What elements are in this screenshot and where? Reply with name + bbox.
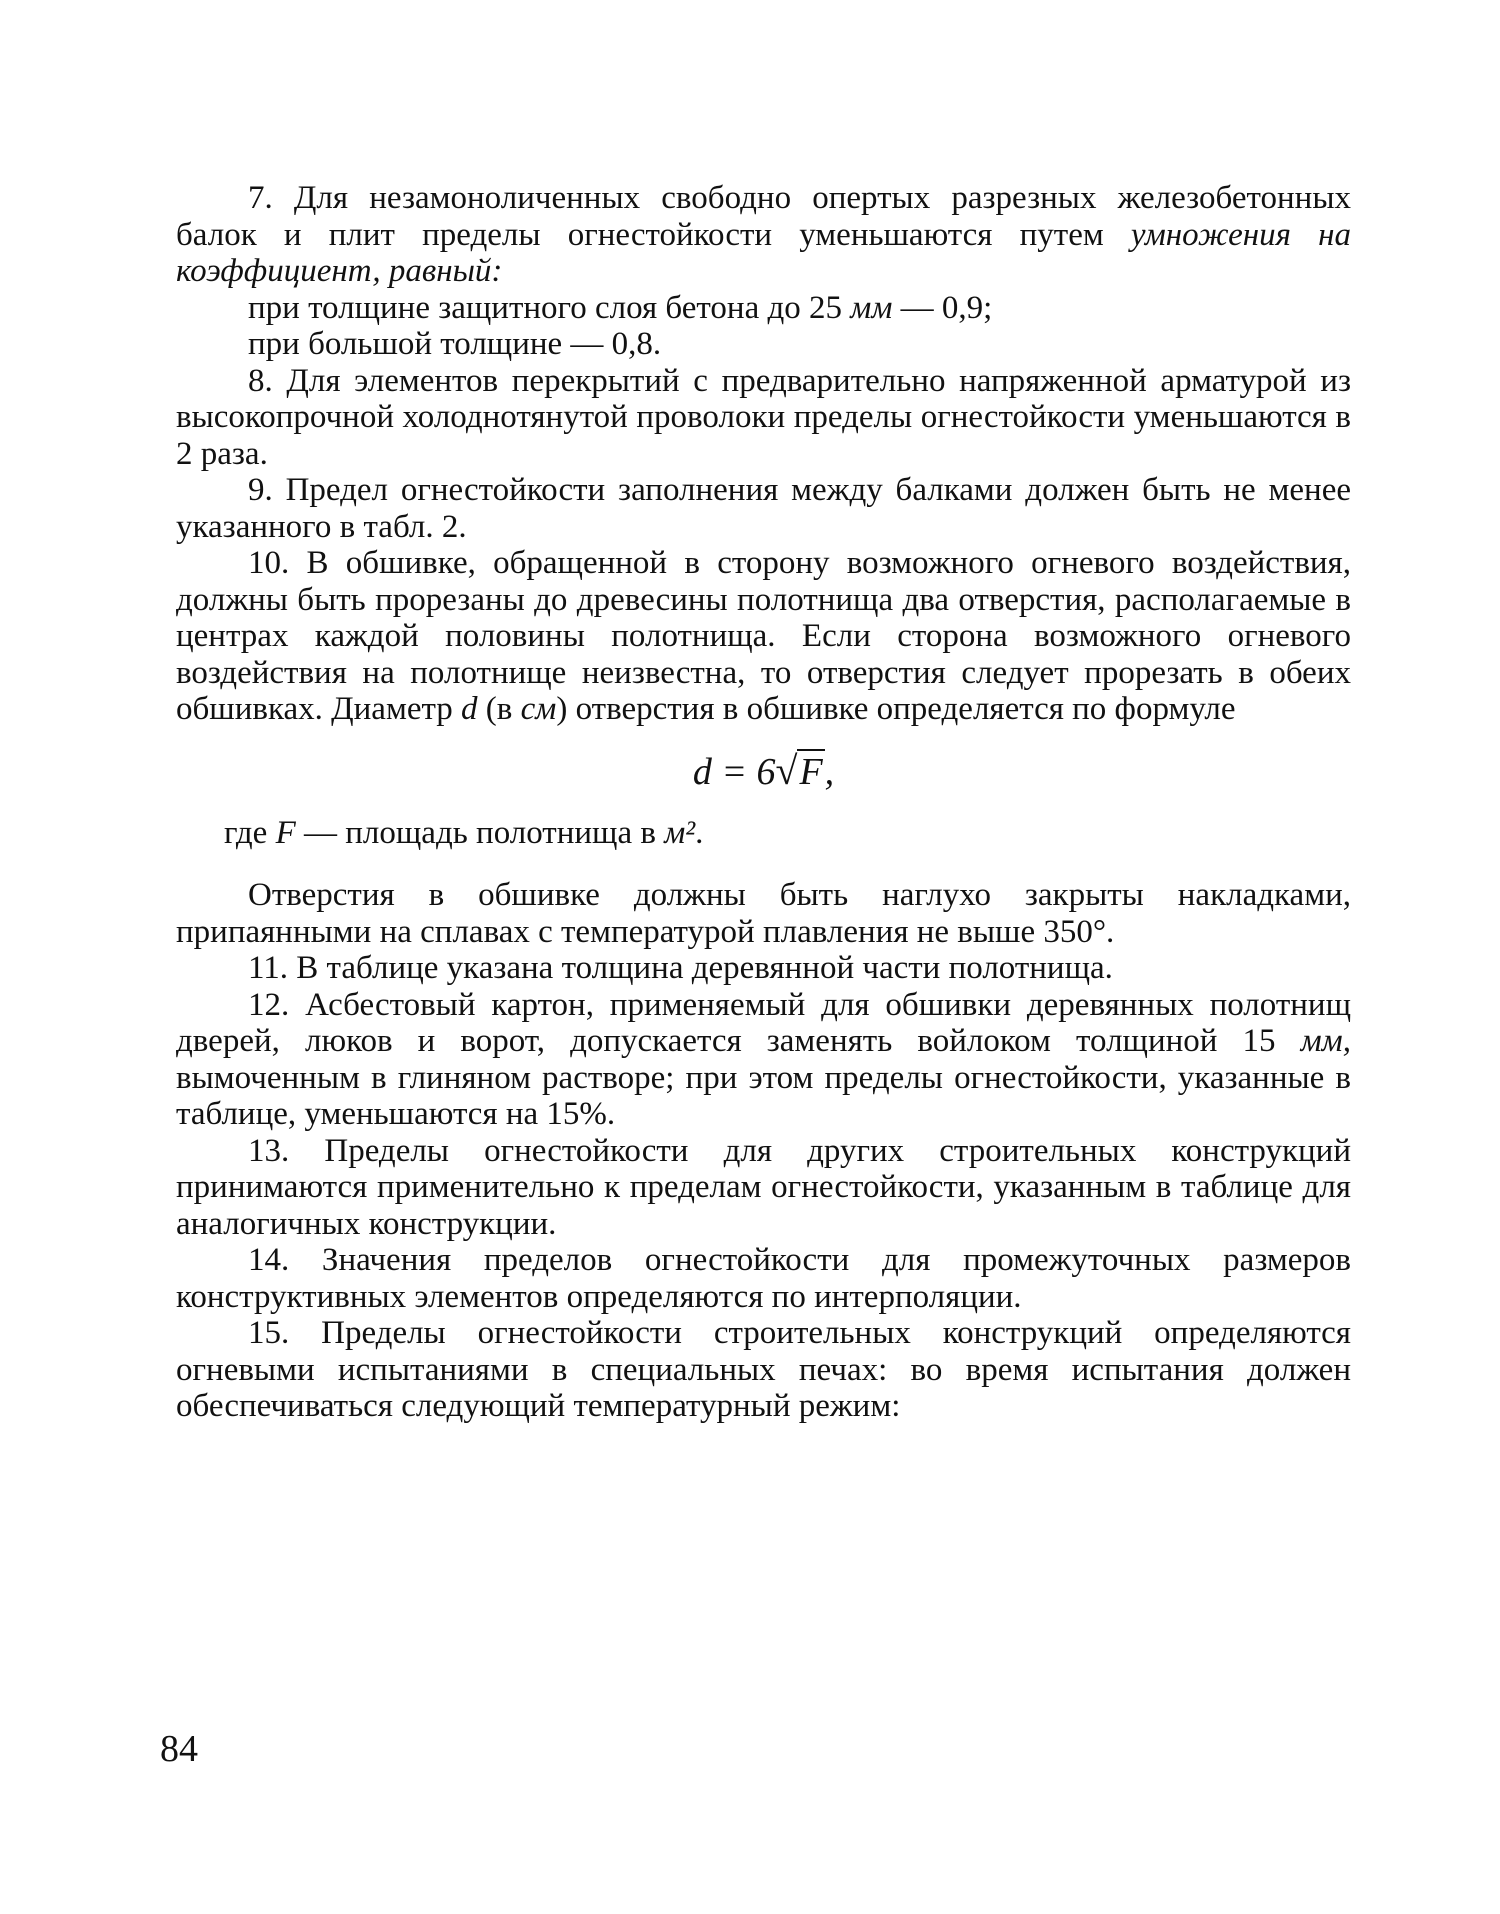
formula bbox=[176, 746, 1351, 797]
unit-cm: см bbox=[520, 691, 557, 727]
formula-radicand: F bbox=[799, 750, 823, 793]
formula-tail: , bbox=[824, 750, 835, 793]
paragraph-14: 14. Значения пределов огнестойкости для промежуточных размеров конструктивных элементов определяются по интерполяции. bbox=[176, 1242, 1351, 1315]
paragraph-7-line-1: при толщине защитного слоя бетона до 25 мм — 0,9; bbox=[248, 289, 993, 326]
paragraph-11: 11. В таблице указана толщина деревянной части полотнища. bbox=[248, 950, 1113, 986]
page-body bbox=[176, 180, 1351, 1425]
variable-d: d bbox=[461, 691, 478, 727]
paragraph-13: 13. Пределы огнестойкости для других строительных конструкций принимаются применительно к пределам огнестойкости, указанным в таблице для аналогичных конструкции. bbox=[176, 1132, 1351, 1242]
paragraph-9: 9. Предел огнестойкости заполнения между балками должен быть не менее указанного в табл. 2. bbox=[176, 472, 1351, 545]
radical-sign: √ bbox=[775, 747, 798, 793]
unit-m2: м² bbox=[664, 814, 696, 851]
paragraph-7-line-2: при большой толщине — 0,8. bbox=[248, 326, 662, 362]
formula-lhs: d = 6 bbox=[692, 750, 776, 793]
paragraph-7-italic: умножения на коэффициент, равный: bbox=[176, 216, 1351, 289]
paragraph-15: 15. Пределы огнестойкости строительных конструкций определяются огневыми испытаниями в специальных печах: во время испытания должен обеспечиваться следующий температурный режим: bbox=[176, 1315, 1351, 1424]
variable-F: F bbox=[275, 814, 296, 851]
formula-explanation: где F — площадь полотнища в м². bbox=[224, 814, 704, 851]
unit-mm: мм bbox=[850, 289, 893, 326]
paragraph-10-continuation: Отверстия в обшивке должны быть наглухо закрыты накладками, припаянными на сплавах с температурой плавления не выше 350°. bbox=[176, 877, 1351, 950]
page-number: 84 bbox=[160, 1728, 198, 1770]
paragraph-8: 8. Для элементов перекрытий с предварительно напряженной арматурой из высокопрочной холоднотянутой проволоки пределы огнестойкости уменьшаются в 2 раза. bbox=[176, 362, 1351, 472]
unit-mm: мм, bbox=[1300, 1023, 1351, 1059]
paragraph-7-text: 7. Для незамоноличенных свободно опертых разрезных железобетонных балок и плит пределы огнестойкости уменьшаются путем bbox=[176, 180, 1351, 253]
paragraph-7 bbox=[176, 180, 1351, 290]
paragraph-12: 12. Асбестовый картон, применяемый для обшивки деревянных полотнищ дверей, люков и ворот, допускается заменять войлоком толщиной 15 мм, вымоченным в глиняном растворе; при этом пределы огнестойкости, указанные в таблице, уменьшаются на 15%. bbox=[176, 986, 1351, 1132]
paragraph-10: 10. В обшивке, обращенной в сторону возможного огневого воздействия, должны быть прорезаны до древесины полотнища два отверстия, располагаемые в центрах каждой половины полотнища. Если сторона возможного огневого воздействия на полотнище неизвестна, то отверстия следует прорезать в обеих обшивках. Диаметр d (в см) отверстия в обшивке определяется по формуле bbox=[176, 545, 1351, 727]
